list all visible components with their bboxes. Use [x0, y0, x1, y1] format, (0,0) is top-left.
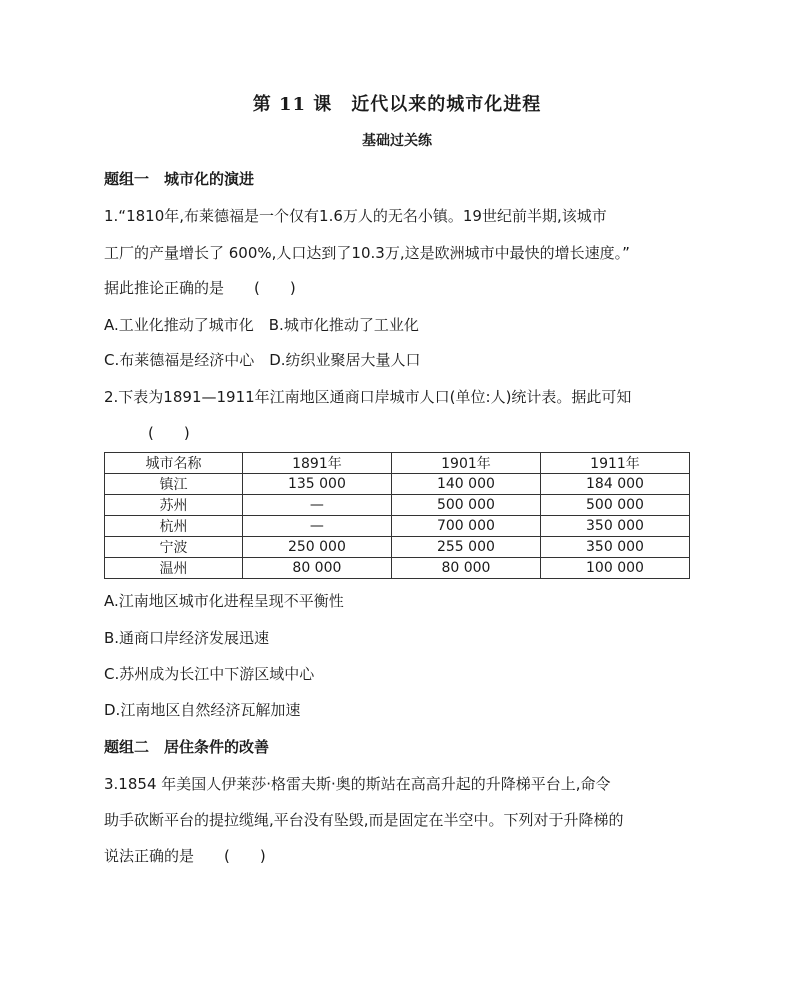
table-cell: 250 000: [242, 537, 391, 558]
q3-stem-line-1: 3.1854 年美国人伊莱莎·格雷夫斯·奥的斯站在高高升起的升降梯平台上,命令: [104, 775, 611, 793]
table-cell: 184 000: [540, 474, 689, 495]
table-header-cell: 1901年: [391, 453, 540, 474]
table-cell: 杭州: [105, 516, 243, 537]
group-heading-2: 题组二 居住条件的改善: [104, 738, 270, 756]
table-row: [105, 516, 690, 537]
table-cell: 500 000: [540, 495, 689, 516]
table-cell: 100 000: [540, 558, 689, 579]
table-cell: 350 000: [540, 516, 689, 537]
table-header-row: [105, 453, 690, 474]
q1-stem-line-1: 1.“1810年,布莱德福是一个仅有1.6万人的无名小镇。19世纪前半期,该城市: [104, 207, 607, 225]
q3-stem-line-3: 说法正确的是 ( ): [104, 847, 266, 865]
section-subtitle: 基础过关练: [362, 133, 432, 149]
q1-options-ab: A.工业化推动了城市化 B.城市化推动了工业化: [104, 316, 419, 334]
table-cell: 温州: [105, 558, 243, 579]
table-cell: 80 000: [391, 558, 540, 579]
table-row: [105, 474, 690, 495]
table-cell: 500 000: [391, 495, 540, 516]
table-cell: 700 000: [391, 516, 540, 537]
lesson-title: 第 11 课 近代以来的城市化进程: [252, 94, 542, 115]
table-row: [105, 558, 690, 579]
table-cell: 苏州: [105, 495, 243, 516]
table-row: [105, 495, 690, 516]
q2-option-c: C.苏州成为长江中下游区域中心: [104, 665, 315, 683]
group-heading-1: 题组一 城市化的演进: [104, 170, 255, 188]
q2-stem-line-1: 2.下表为1891—1911年江南地区通商口岸城市人口(单位:人)统计表。据此可知: [104, 388, 632, 406]
table-cell: 140 000: [391, 474, 540, 495]
table-header-cell: 城市名称: [105, 453, 243, 474]
population-table: [104, 452, 690, 579]
q1-stem-line-2: 工厂的产量增长了 600%,人口达到了10.3万,这是欧洲城市中最快的增长速度。”: [104, 244, 630, 262]
q1-options-cd: C.布莱德福是经济中心 D.纺织业聚居大量人口: [104, 351, 421, 369]
q2-option-b: B.通商口岸经济发展迅速: [104, 629, 270, 647]
q2-option-a: A.江南地区城市化进程呈现不平衡性: [104, 592, 344, 610]
q2-option-d: D.江南地区自然经济瓦解加速: [104, 701, 301, 719]
table-cell: 135 000: [242, 474, 391, 495]
table-header-cell: 1891年: [242, 453, 391, 474]
table-cell: 350 000: [540, 537, 689, 558]
table-row: [105, 537, 690, 558]
table-cell: 镇江: [105, 474, 243, 495]
table-cell: 80 000: [242, 558, 391, 579]
table-header-cell: 1911年: [540, 453, 689, 474]
table-cell: —: [242, 495, 391, 516]
q3-stem-line-2: 助手砍断平台的提拉缆绳,平台没有坠毁,而是固定在半空中。下列对于升降梯的: [104, 811, 624, 829]
table-cell: 255 000: [391, 537, 540, 558]
table-cell: —: [242, 516, 391, 537]
q2-answer-bracket: ( ): [148, 424, 190, 442]
table-cell: 宁波: [105, 537, 243, 558]
q1-stem-line-3: 据此推论正确的是 ( ): [104, 279, 296, 297]
